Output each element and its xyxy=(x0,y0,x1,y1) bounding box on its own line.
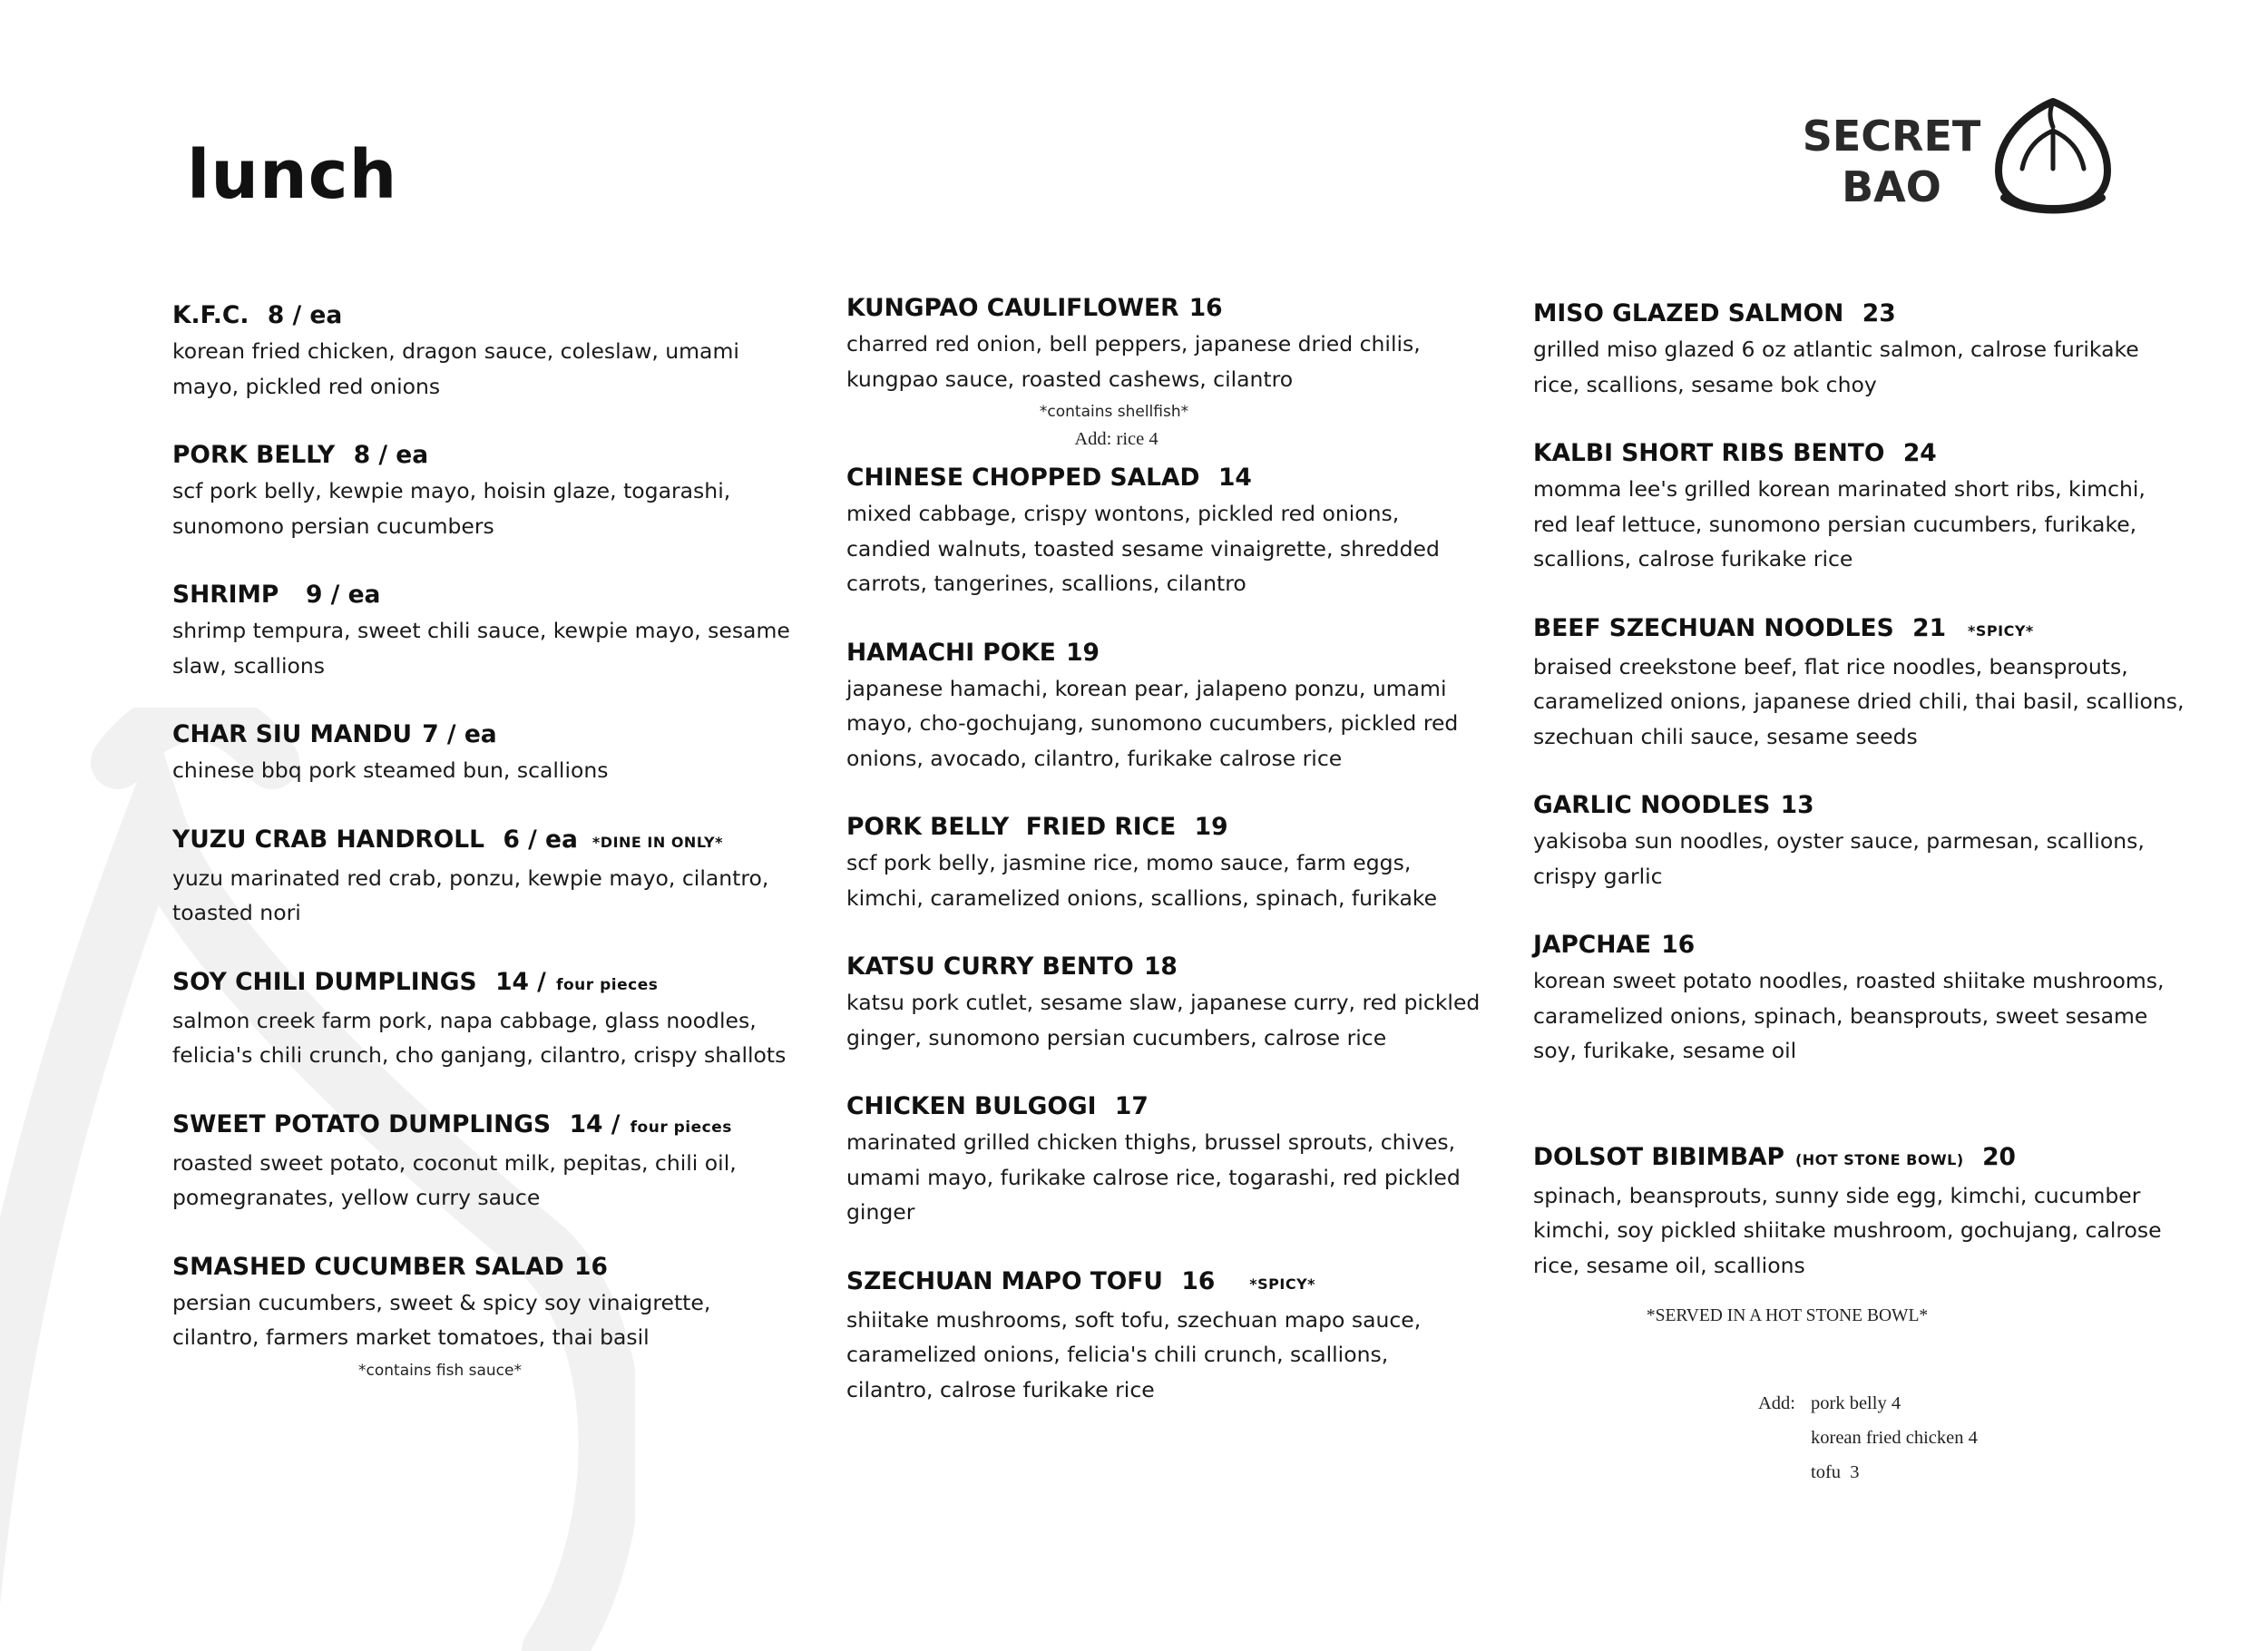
item-name: KUNGPAO CAULIFLOWER 16 xyxy=(846,294,1223,322)
item-description: roasted sweet potato, coconut milk, pepitas, chili oil, pomegranates, yellow curry sauce xyxy=(172,1149,737,1210)
item-price: 16 xyxy=(1188,294,1223,322)
item-description: scf pork belly, kewpie mayo, hoisin glaze, togarashi, sunomono persian cucumbers xyxy=(172,478,731,539)
item-price: 18 xyxy=(1143,952,1178,981)
item-price: 14 / xyxy=(495,967,546,996)
item-name: SMASHED CUCUMBER SALAD 16 xyxy=(172,1252,608,1281)
add-on-item: pork belly 4 xyxy=(1811,1393,1901,1413)
item-name: CHICKEN BULGOGI 17 xyxy=(846,1092,1149,1120)
menu-column-2 xyxy=(846,290,1481,1407)
item-description: korean sweet potato noodles, roasted shiitake mushrooms, caramelized onions, spinach, beansprouts, sweet sesame soy, furikake, sesame oil xyxy=(1533,968,2165,1063)
portion-note: four pieces xyxy=(556,975,659,994)
add-ons-list xyxy=(1758,1386,1978,1490)
item-name: SZECHUAN MAPO TOFU 16 *SPICY* xyxy=(846,1266,1316,1295)
item-name: PORK BELLY FRIED RICE 19 xyxy=(846,813,1228,841)
item-name: DOLSOT BIBIMBAP (HOT STONE BOWL) 20 xyxy=(1533,1142,2016,1171)
menu-column-1 xyxy=(172,298,798,1382)
brand-line-2: BAO xyxy=(1842,162,1941,211)
add-on-label: Add: xyxy=(1758,1393,1795,1413)
menu-item xyxy=(172,577,798,683)
item-description: spinach, beansprouts, sunny side egg, kimchi, cucumber kimchi, soy pickled shiitake mushroom, gochujang, calrose rice, sesame oil, scallions xyxy=(1533,1182,2162,1278)
add-on-row xyxy=(1758,1421,1978,1455)
spicy-badge: *SPICY* xyxy=(1249,1275,1316,1293)
portion-note: four pieces xyxy=(630,1118,732,1137)
item-description: katsu pork cutlet, sesame slaw, japanese curry, red pickled ginger, sunomono persian cucumbers, calrose rice xyxy=(846,990,1481,1050)
brand-name xyxy=(1792,111,1991,212)
menu-item xyxy=(846,949,1481,1055)
item-name: JAPCHAE 16 xyxy=(1533,931,1696,959)
menu-item xyxy=(172,964,798,1073)
menu-item xyxy=(1533,611,2186,755)
item-price: 13 xyxy=(1780,791,1814,819)
menu-item xyxy=(846,460,1481,601)
item-price: 14 xyxy=(1217,464,1252,492)
item-price: 23 xyxy=(1862,299,1896,327)
serving-note: *SERVED IN A HOT STONE BOWL* xyxy=(1646,1306,1929,1325)
item-description: persian cucumbers, sweet & spicy soy vinaigrette, cilantro, farmers market tomatoes, thai basil xyxy=(172,1289,711,1350)
item-description: shiitake mushrooms, soft tofu, szechuan mapo sauce, caramelized onions, felicia's chili crunch, scallions, cilantro, calrose furikake rice xyxy=(846,1306,1422,1402)
spicy-badge: *SPICY* xyxy=(1968,621,2034,640)
item-description: mixed cabbage, crispy wontons, pickled red onions, candied walnuts, toasted sesame vinaigrette, shredded carrots, tangerines, scallions, cilantro xyxy=(846,501,1440,596)
menu-item xyxy=(172,298,798,404)
item-name: GARLIC NOODLES 13 xyxy=(1533,791,1814,819)
menu-item xyxy=(172,1249,798,1382)
menu-item xyxy=(846,809,1481,915)
item-name: CHAR SIU MANDU 7 / ea xyxy=(172,720,497,748)
item-description: yakisoba sun noodles, oyster sauce, parmesan, scallions, crispy garlic xyxy=(1533,828,2145,889)
item-description: marinated grilled chicken thighs, brussel sprouts, chives, umami mayo, furikake calrose rice, togarashi, red pickled ginger xyxy=(846,1129,1461,1225)
menu-item xyxy=(172,822,798,931)
dine-in-badge: *DINE IN ONLY* xyxy=(591,833,723,851)
item-price: 19 xyxy=(1194,813,1228,841)
add-on-item: tofu 3 xyxy=(1811,1462,1860,1482)
brand-logo xyxy=(1792,82,2136,218)
brand-line-1: SECRET xyxy=(1802,112,1981,161)
item-price: 8 / ea xyxy=(353,441,429,469)
item-price: 8 / ea xyxy=(267,301,343,329)
menu-item xyxy=(172,1107,798,1216)
item-description: yuzu marinated red crab, ponzu, kewpie mayo, cilantro, toasted nori xyxy=(172,865,769,925)
item-name: YUZU CRAB HANDROLL 6 / ea *DINE IN ONLY* xyxy=(172,825,723,854)
bao-bun-icon xyxy=(1989,91,2116,218)
item-name: K.F.C. 8 / ea xyxy=(172,301,343,329)
add-on-item: korean fried chicken 4 xyxy=(1811,1428,1978,1448)
item-price: 16 xyxy=(574,1252,608,1281)
item-description: charred red onion, bell peppers, japanese dried chilis, kungpao sauce, roasted cashews, cilantro xyxy=(846,331,1421,392)
allergen-note: *contains fish sauce* xyxy=(358,1361,522,1380)
menu-column-3 xyxy=(1533,296,2186,1334)
item-description: momma lee's grilled korean marinated short ribs, kimchi, red leaf lettuce, sunomono persian cucumbers, furikake, scallions, calrose furikake rice xyxy=(1533,476,2146,572)
menu-item xyxy=(846,635,1481,777)
item-name: BEEF SZECHUAN NOODLES 21 *SPICY* xyxy=(1533,613,2034,642)
menu-item xyxy=(1533,296,2186,402)
add-on-note: Add: rice 4 xyxy=(1074,429,1158,449)
hot-stone-badge: (HOT STONE BOWL) xyxy=(1794,1150,1964,1168)
item-name: MISO GLAZED SALMON 23 xyxy=(1533,299,1896,327)
menu-item xyxy=(846,1264,1481,1408)
item-name: KATSU CURRY BENTO 18 xyxy=(846,952,1178,981)
item-description: chinese bbq pork steamed bun, scallions xyxy=(172,757,609,783)
item-price: 21 xyxy=(1912,613,1947,642)
item-description: scf pork belly, jasmine rice, momo sauce, farm eggs, kimchi, caramelized onions, scallions, spinach, furikake xyxy=(846,850,1438,911)
item-name: HAMACHI POKE 19 xyxy=(846,638,1100,667)
item-price: 20 xyxy=(1982,1142,2016,1171)
item-name: SWEET POTATO DUMPLINGS 14 / four pieces xyxy=(172,1109,732,1138)
allergen-note: *contains shellfish* xyxy=(1039,403,1189,421)
item-description: shrimp tempura, sweet chili sauce, kewpie mayo, sesame slaw, scallions xyxy=(172,618,790,679)
item-price: 9 / ea xyxy=(306,581,381,609)
item-description: grilled miso glazed 6 oz atlantic salmon, calrose furikake rice, scallions, sesame bok choy xyxy=(1533,337,2139,397)
item-price: 7 / ea xyxy=(422,720,497,748)
menu-item xyxy=(1533,787,2186,894)
menu-item xyxy=(1533,435,2186,577)
item-description: salmon creek farm pork, napa cabbage, glass noodles, felicia's chili crunch, cho ganjang, cilantro, crispy shallots xyxy=(172,1007,787,1068)
item-price: 16 xyxy=(1661,931,1696,959)
item-name: CHINESE CHOPPED SALAD 14 xyxy=(846,464,1252,492)
page-title: lunch xyxy=(187,136,398,214)
item-description: korean fried chicken, dragon sauce, coleslaw, umami mayo, pickled red onions xyxy=(172,338,739,399)
item-description: braised creekstone beef, flat rice noodles, beansprouts, caramelized onions, japanese dried chili, thai basil, scallions, szechuan chili sauce, sesame seeds xyxy=(1533,653,2185,749)
item-price: 6 / ea xyxy=(503,825,578,854)
menu-item xyxy=(172,437,798,543)
menu-item xyxy=(1533,927,2186,1069)
menu-item xyxy=(1533,1139,2186,1334)
item-price: 24 xyxy=(1902,439,1937,467)
item-name: SOY CHILI DUMPLINGS 14 / four pieces xyxy=(172,967,659,996)
item-price: 19 xyxy=(1066,638,1100,667)
item-name: KALBI SHORT RIBS BENTO 24 xyxy=(1533,439,1937,467)
item-description: japanese hamachi, korean pear, jalapeno ponzu, umami mayo, cho-gochujang, sunomono cucumbers, pickled red onions, avocado, cilantro, furikake calrose rice xyxy=(846,675,1459,771)
item-price: 16 xyxy=(1181,1266,1216,1295)
menu-item xyxy=(172,717,798,788)
item-name: PORK BELLY 8 / ea xyxy=(172,441,429,469)
item-name: SHRIMP 9 / ea xyxy=(172,581,381,609)
item-price: 17 xyxy=(1114,1092,1149,1120)
add-on-row xyxy=(1758,1386,1978,1421)
menu-item xyxy=(846,1089,1481,1230)
add-on-row xyxy=(1758,1455,1978,1490)
item-price: 14 / xyxy=(569,1109,621,1138)
menu-item xyxy=(846,290,1481,454)
